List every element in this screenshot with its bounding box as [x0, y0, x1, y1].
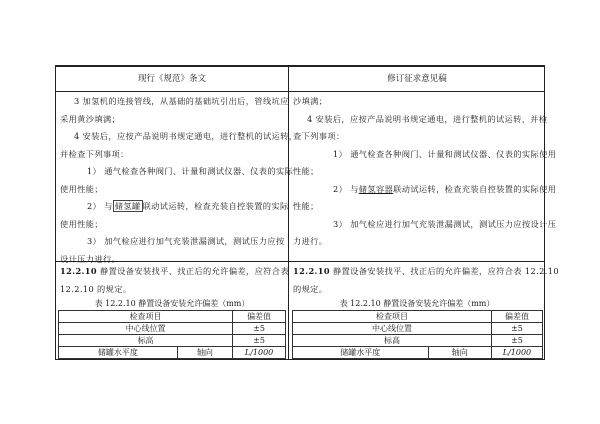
table-caption: 表 12.2.10 静置设备安装允许偏差（mm）	[94, 299, 250, 308]
table-cell: ±5	[233, 335, 286, 347]
table-cell: ±5	[491, 335, 542, 347]
table-row	[59, 311, 286, 323]
table-row	[293, 335, 543, 347]
text-fragment: 2） 与	[87, 201, 113, 211]
table-cell: 轴向	[177, 347, 232, 359]
text-line: 3） 加气检应进行加气充装泄漏测试，测试压力应按	[87, 236, 285, 246]
highlighted-term: 储氢容器	[358, 183, 394, 194]
text-line: 4 安装后，应按产品说明书规定通电，进行整机的试运转，并检	[307, 113, 548, 124]
revision-draft-header: 修订征求意见稿	[387, 74, 447, 84]
text-line	[293, 181, 557, 199]
table-cell: 中心线位置	[59, 323, 233, 335]
header-divider	[56, 91, 544, 92]
current-spec-12-2-10	[60, 263, 289, 298]
text-line: 采用黄沙填满；	[60, 113, 121, 124]
text-line: 1） 通气检查各种阀门、计量和测试仪器、仪表的实际使用	[333, 148, 557, 159]
table-cell: 标高	[59, 335, 233, 347]
current-spec-header: 现行《规范》条文	[137, 74, 206, 84]
text-line: 3 加氢机的连接管线，从基础的基础坑引出后，管线坑应	[74, 96, 289, 106]
current-spec-clause-text	[60, 93, 298, 268]
tolerance-table	[58, 310, 286, 359]
clause-number: 12.2.10	[293, 266, 330, 276]
table-row	[293, 347, 543, 359]
text-line: 沙填满；	[293, 96, 328, 106]
text-fragment: 联动试运转，检查充装自控装置的实际	[142, 201, 289, 211]
comparison-table	[55, 65, 559, 360]
table-cell: 标高	[293, 335, 492, 347]
text-line: 设计压力进行。	[60, 253, 121, 264]
text-line: 12.2.10 的规定。	[60, 283, 132, 294]
table-cell: 轴向	[428, 347, 491, 359]
clause-number: 12.2.10	[60, 266, 97, 276]
table-cell: 储罐水平度	[293, 347, 429, 359]
highlighted-term: 储氢罐	[114, 201, 141, 211]
text-line: 3） 加气检应进行加气充装泄漏测试，测试压力应按设计压	[333, 218, 557, 229]
text-fragment: 静置设备安装找平、找正后的允许偏差，应符合表	[97, 266, 289, 276]
table-caption: 表 12.2.10 静置设备安装允许偏差（mm）	[339, 299, 495, 308]
column-header: 检查项目	[59, 311, 233, 323]
text-fragment: 2） 与	[333, 183, 359, 194]
tolerance-table	[292, 310, 543, 359]
revision-clause-text	[293, 93, 557, 251]
table-row	[59, 347, 286, 359]
column-header: 偏差值	[491, 311, 542, 323]
text-fragment: 静置设备安装找平、找正后的允许偏差，应符合表 12.2.10	[330, 266, 559, 276]
text-line: 的规定。	[293, 283, 328, 294]
text-line: 4 安装后，应按产品说明书规定通电，进行整机的试运转，	[74, 131, 298, 141]
text-line	[293, 263, 559, 281]
table-cell: ±5	[491, 323, 542, 335]
table-row	[293, 323, 543, 335]
column-header: 偏差值	[233, 311, 286, 323]
table-cell: ±5	[233, 323, 286, 335]
text-line: 1） 通气检查各种阀门、计量和测试仪器、仪表的实际	[87, 166, 294, 176]
table-cell: L/1000	[233, 347, 286, 359]
text-line: 使用性能；	[60, 183, 103, 194]
text-line: 性能；	[293, 166, 319, 176]
table-cell: 中心线位置	[293, 323, 492, 335]
text-line: 并检查下列事项：	[60, 148, 129, 159]
table-row	[59, 335, 286, 347]
revision-12-2-10	[293, 263, 559, 298]
text-line: 使用性能；	[60, 218, 103, 229]
text-line	[60, 198, 289, 216]
text-line	[60, 263, 289, 281]
table-cell: 储罐水平度	[59, 347, 178, 359]
text-fragment: 联动试运转，检查充装自控装置的实际使用	[393, 183, 557, 194]
column-header: 检查项目	[293, 311, 492, 323]
text-line: 查下列事项：	[293, 131, 345, 141]
table-row	[293, 311, 543, 323]
text-line: 性能；	[293, 201, 319, 211]
text-line: 力进行。	[293, 236, 328, 246]
table-row	[59, 323, 286, 335]
table-cell: L/1000	[491, 347, 542, 359]
